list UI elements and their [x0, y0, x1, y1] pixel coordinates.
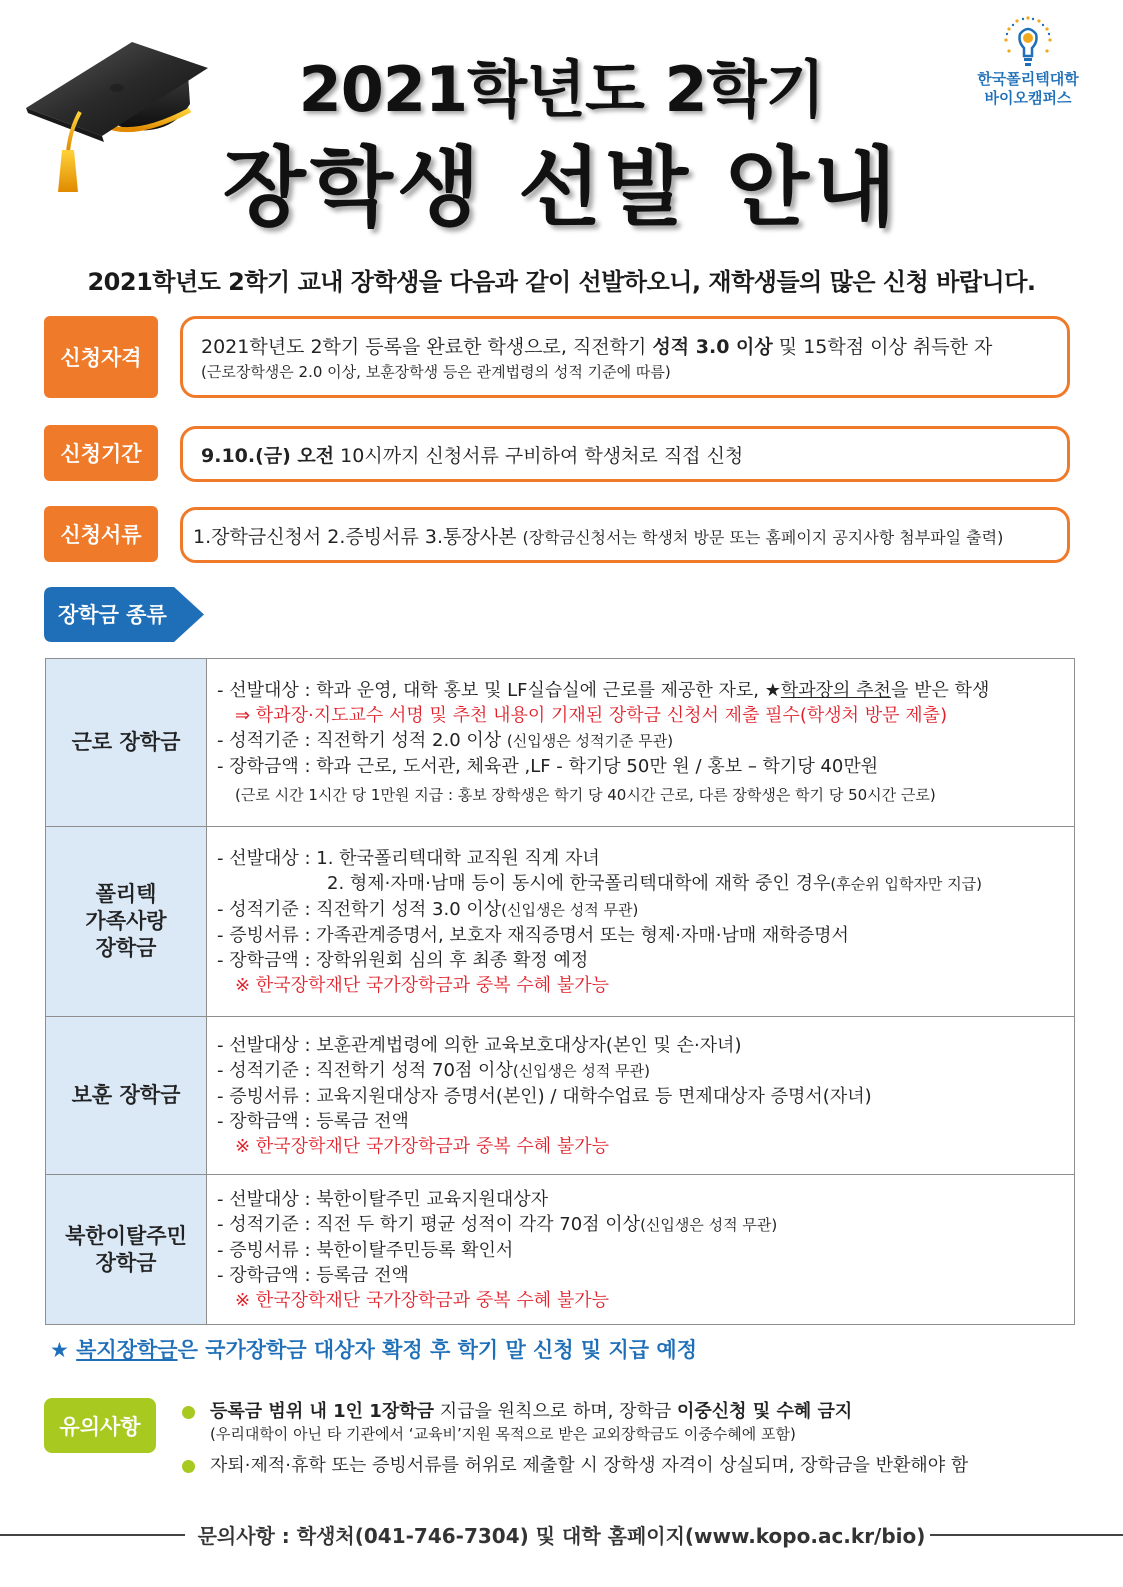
eligibility-box: [180, 316, 1070, 398]
eligibility-tag: 신청자격: [44, 316, 158, 398]
veteran-scholarship-label: 보훈 장학금: [46, 1017, 207, 1175]
caution-tag: 유의사항: [44, 1398, 156, 1453]
documents-text: 1.장학금신청서 2.증빙서류 3.통장사본 (장학금신청서는 학생처 방문 또는 홈페이지 공지사항 첨부파일 출력): [193, 525, 1004, 548]
welfare-notice: ★ 복지장학금은 국가장학금 대상자 확정 후 학기 말 신청 및 지급 예정: [50, 1338, 697, 1362]
table-row: [46, 827, 1075, 1017]
eligibility-line1: 2021학년도 2학기 등록을 완료한 학생으로, 직전학기 성적 3.0 이상 및 15학점 이상 취득한 자: [201, 336, 993, 358]
period-box: [180, 426, 1070, 482]
list-item: 자퇴·제적·휴학 또는 증빙서류를 허위로 제출할 시 장학생 자격이 상실되며, 장학금을 반환해야 함: [180, 1454, 1080, 1478]
intro-text: 2021학년도 2학기 교내 장학생을 다음과 같이 선발하오니, 재학생들의 많은 신청 바랍니다.: [87, 268, 1036, 296]
table-row: [46, 1017, 1075, 1175]
work-scholarship-label: 근로 장학금: [46, 659, 207, 827]
family-scholarship-label: 폴리텍 가족사랑 장학금: [46, 827, 207, 1017]
period-text: 9.10.(금) 오전 10시까지 신청서류 구비하여 학생처로 직접 신청: [201, 444, 744, 467]
veteran-scholarship-content: - 선발대상 : 보훈관계법령에 의한 교육보호대상자(본인 및 손·자녀) - 성적기준 : 직전학기 성적 70점 이상(신입생은 성적 무관) - 증빙서류 : 교육지원대상자 증명서(본인) / 대학수업료 등 면제대상자 증명서(자녀) - 장학금액 : 등록금 전액 ※ 한국장학재단 국가장학금과 중복 수혜 불가능: [207, 1017, 1075, 1175]
eligibility-line2: (근로장학생은 2.0 이상, 보훈장학생 등은 관계법령의 성적 기준에 따름): [201, 363, 671, 381]
documents-tag: 신청서류: [44, 506, 158, 562]
table-row: [46, 1175, 1075, 1325]
contact-info: 문의사항 : 학생처(041-746-7304) 및 대학 홈페이지(www.kopo.ac.kr/bio): [197, 1524, 926, 1548]
defector-scholarship-content: - 선발대상 : 북한이탈주민 교육지원대상자 - 성적기준 : 직전 두 학기 평균 성적이 각각 70점 이상(신입생은 성적 무관) - 증빙서류 : 북한이탈주민등록 확인서 - 장학금액 : 등록금 전액 ※ 한국장학재단 국가장학금과 중복 수혜 불가능: [207, 1175, 1075, 1325]
defector-scholarship-label: 북한이탈주민 장학금: [46, 1175, 207, 1325]
footer: [0, 1516, 1123, 1552]
scholarship-table: [45, 658, 1075, 1325]
work-scholarship-content: - 선발대상 : 학과 운영, 대학 홍보 및 LF실습실에 근로를 제공한 자로, ★학과장의 추천을 받은 학생 ⇒ 학과장·지도교수 서명 및 추천 내용이 기재된 장학금 신청서 제출 필수(학생처 방문 제출) - 성적기준 : 직전학기 성적 2.0 이상 (신입생은 성적기준 무관) - 장학금액 : 학과 근로, 도서관, 체육관 ,LF - 학기당 50만 원 / 홍보 – 학기당 40만원 (근로 시간 1시간 당 1만원 지급 : 홍보 장학생은 학기 당 40시간 근로, 다른 장학생은 학기 당 50시간 근로): [207, 659, 1075, 827]
period-tag: 신청기간: [44, 425, 158, 481]
list-item: 등록금 범위 내 1인 1장학금 지급을 원칙으로 하며, 장학금 이중신청 및 수혜 금지 (우리대학이 아닌 타 기관에서 ‘교육비’지원 목적으로 받은 교외장학금도 이중수혜에 포함): [180, 1400, 1080, 1444]
scholarship-kinds-label: 장학금 종류: [44, 587, 204, 642]
table-row: [46, 659, 1075, 827]
page-title-line2: 장학생 선발 안내: [222, 138, 901, 238]
bullet-icon: [182, 1406, 195, 1419]
logo-text-line2: 바이오캠퍼스: [984, 89, 1072, 107]
family-scholarship-content: - 선발대상 : 1. 한국폴리텍대학 교직원 직계 자녀 2. 형제·자매·남매 등이 동시에 한국폴리텍대학에 재학 중인 경우(후순위 입학자만 지급) - 성적기준 : 직전학기 성적 3.0 이상(신입생은 성적 무관) - 증빙서류 : 가족관계증명서, 보호자 재직증명서 또는 형제·자매·남매 재학증명서 - 장학금액 : 장학위원회 심의 후 최종 확정 예정 ※ 한국장학재단 국가장학금과 중복 수혜 불가능: [207, 827, 1075, 1017]
documents-box: [180, 507, 1070, 563]
bullet-icon: [182, 1460, 195, 1473]
caution-notes: [180, 1400, 1080, 1478]
page-title-line1: 2021학년도 2학기: [298, 53, 825, 126]
logo-text-line1: 한국폴리텍대학: [977, 70, 1079, 88]
